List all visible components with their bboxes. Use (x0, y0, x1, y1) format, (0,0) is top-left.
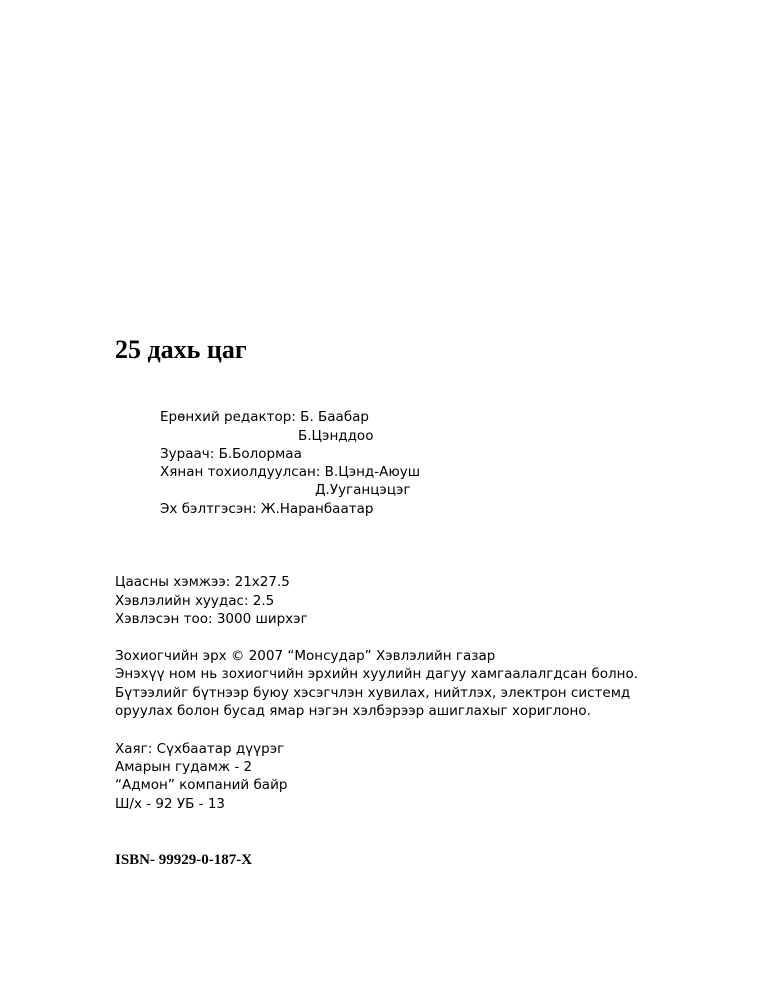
copyright-notice-3: оруулах болон бусад ямар нэгэн хэлбэрээр ашиглахыг хориглоно. (115, 703, 591, 719)
credit-reviewer-2: Д.Ууганцэцэг (315, 482, 411, 498)
page-title: 25 дахь цаг (115, 335, 247, 364)
credit-typesetter: Эх бэлтгэсэн: Ж.Наранбаатар (160, 501, 374, 517)
isbn: ISBN- 99929-0-187-X (115, 852, 253, 868)
copyright-line: Зохиогчийн эрх © 2007 “Монсудар” Хэвлэлийн газар (115, 648, 496, 664)
address-line-1: Хаяг: Сүхбаатар дүүрэг (115, 741, 285, 757)
address-line-2: Амарын гудамж - 2 (115, 759, 253, 775)
copyright-notice-1: Энэхүү ном нь зохиогчийн эрхийн хуулийн дагуу хамгаалалгдсан болно. (115, 666, 639, 682)
spec-print-run: Хэвлэсэн тоо: 3000 ширхэг (115, 611, 308, 627)
address-line-4: Ш/х - 92 УБ - 13 (115, 796, 226, 812)
credit-chief-editor: Ерөнхий редактор: Б. Баабар (160, 409, 369, 425)
spec-print-sheets: Хэвлэлийн хуудас: 2.5 (115, 593, 275, 609)
copyright-notice-2: Бүтээлийг бүтнээр буюу хэсэгчлэн хувилах, нийтлэх, электрон системд (115, 685, 631, 701)
credit-reviewer: Хянан тохиолдуулсан: В.Цэнд-Аюуш (160, 464, 421, 480)
spec-paper-size: Цаасны хэмжээ: 21х27.5 (115, 574, 290, 590)
credit-chief-editor-2: Б.Цэнддоо (298, 428, 374, 444)
address-line-3: “Адмон” компаний байр (115, 777, 288, 793)
credit-illustrator: Зураач: Б.Болормаа (160, 446, 302, 462)
